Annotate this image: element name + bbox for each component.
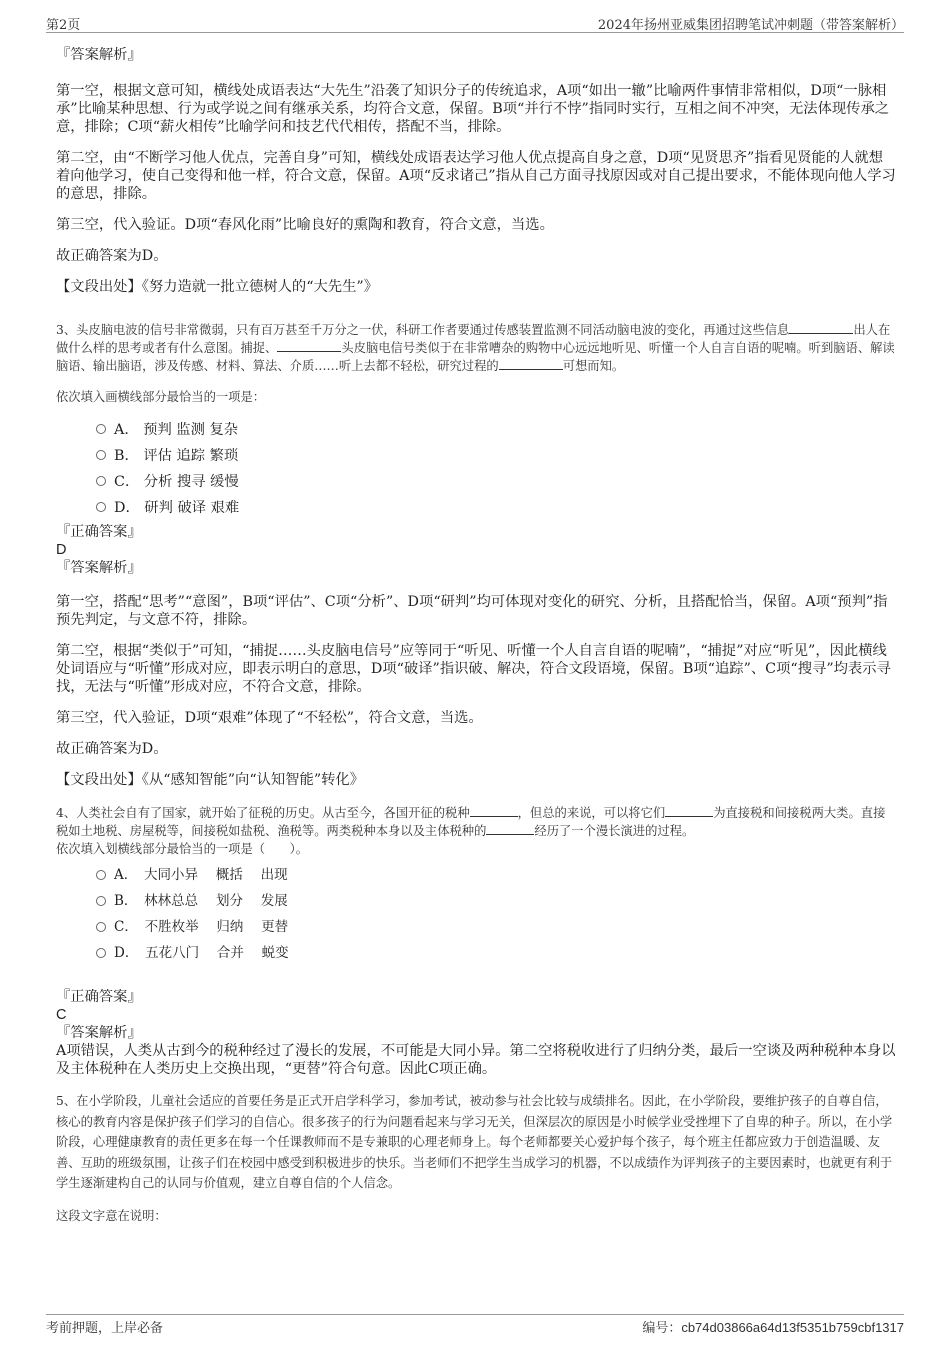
- q3-option-c[interactable]: C． 分析 搜寻 缓慢: [96, 469, 896, 495]
- page-header: [46, 12, 904, 33]
- radio-icon[interactable]: [96, 922, 106, 932]
- q3-blank-1: [789, 321, 853, 334]
- q3-analysis-p2: 第二空，根据“类似于”可知，“捕捉……头皮脑电信号”应等同于“听见、听懂一个人自言自语的呢喃”，“捕捉”对应“听见”，因此横线处词语应与“听懂”形成对应，即表示明白的意思，D项“破译”指识破、解决，符合文段语境，保留。B项“追踪”、C项“搜寻”均表示寻找，无法与“听懂”形成对应，不符合文意，排除。: [56, 643, 891, 695]
- q4-blank-1: [470, 804, 518, 817]
- q3-stem: 3、头皮脑电波的信号非常微弱，只有百万甚至千万分之一伏，科研工作者要通过传感装置监测不同活动脑电波的变化，再通过这些信息 出人在做什么样的思考或者有什么意图。捕捉、 头皮脑电信号类似于在非常嘈杂的购物中心远远地听见、听懂一个人自言自语的呢喃。听到脑语、解读脑语、输出脑语，涉及传感、材料、算法、介质……听上去都不轻松，研究过程的 可想而知。: [56, 323, 895, 373]
- q4-options: [96, 862, 896, 966]
- q3-correct-label: 『正确答案』: [56, 524, 142, 540]
- q2-analysis-p1: 第一空，根据文意可知，横线处成语表达“大先生”沿袭了知识分子的传统追求，A项“如出一辙”比喻两件事情非常相似，D项“一脉相承”比喻某种思想、行为或学说之间有继承关系，均符合文意，保留。B项“并行不悖”指同时实行，互相之间不冲突，无法体现传承之意，排除；C项“薪火相传”比喻学问和技艺代代相传，搭配不当，排除。: [56, 83, 890, 135]
- q3-prompt: 依次填入画横线部分最恰当的一项是：: [56, 390, 266, 404]
- q4-correct-label: 『正确答案』: [56, 989, 142, 1005]
- document-body: [56, 44, 896, 1225]
- q4-option-a[interactable]: A． 大同小异 概括 出现: [96, 862, 896, 888]
- q5-stem: 5、在小学阶段，儿童社会适应的首要任务是正式开启学科学习，参加考试，被动参与社会比较与成绩排名。因此，在小学阶段，要维护孩子的自尊自信，核心的教育内容是保护孩子们学习的自信心。很多孩子的行为问题看起来与学习无关，但深层次的原因是小时候学业受挫埋下了自卑的种子。所以，在小学阶段，心理健康教育的责任更多在每一个任课教师而不是专兼职的心理老师身上。每个老师都要关心爱护每个孩子，每个班主任都应致力于创造温暖、友善、互助的班级氛围，让孩子们在校园中感受到积极进步的快乐。当老师们不把学生当成学习的机器，不以成绩作为评判孩子的主要因素时，也就更有利于学生逐渐建构自己的认同与价值观，建立自尊自信的个人信念。: [56, 1094, 893, 1190]
- radio-icon[interactable]: [96, 502, 106, 512]
- q4-option-b[interactable]: B． 林林总总 划分 发展: [96, 888, 896, 914]
- q3-analysis-p3: 第三空，代入验证，D项“艰难”体现了“不轻松”，符合文意，当选。: [56, 710, 483, 726]
- q3-source: 【文段出处】《从“感知智能”向“认知智能”转化》: [56, 772, 365, 788]
- radio-icon[interactable]: [96, 896, 106, 906]
- q4-prompt: 依次填入划横线部分最恰当的一项是（ ）。: [56, 842, 309, 856]
- q2-analysis-p2: 第二空，由“不断学习他人优点，完善自身”可知，横线处成语表达学习他人优点提高自身之意，D项“见贤思齐”指看见贤能的人就想着向他学习，使自己变得和他一样，符合文意，保留。A项“反求诸己”指从自己方面寻找原因或对自己提出要求，不能体现向他人学习的意思，排除。: [56, 150, 896, 202]
- q3-option-b[interactable]: B． 评估 追踪 繁琐: [96, 443, 896, 469]
- footer-slogan: 考前押题，上岸必备: [46, 1321, 164, 1336]
- q3-conclusion: 故正确答案为D。: [56, 741, 168, 757]
- radio-icon[interactable]: [96, 424, 106, 434]
- q3-blank-3: [499, 357, 563, 370]
- q3-option-a[interactable]: A． 预判 监测 复杂: [96, 417, 896, 443]
- document-id: cb74d03866a64d13f5351b759cbf1317: [681, 1320, 904, 1335]
- q4-analysis-label: 『答案解析』: [56, 1025, 142, 1041]
- q2-analysis-p3: 第三空，代入验证。D项“春风化雨”比喻良好的熏陶和教育，符合文意，当选。: [56, 217, 554, 233]
- q3-option-d[interactable]: D． 研判 破译 艰难: [96, 495, 896, 521]
- q3-correct-answer: D: [56, 542, 67, 558]
- q4-option-c[interactable]: C． 不胜枚举 归纳 更替: [96, 914, 896, 940]
- q5-prompt: 这段文字意在说明：: [56, 1208, 167, 1223]
- radio-icon[interactable]: [96, 948, 106, 958]
- q4-option-d[interactable]: D． 五花八门 合并 蜕变: [96, 940, 896, 966]
- q3-analysis-p1: 第一空，搭配“思考”“意图”，B项“评估”、C项“分析”、D项“研判”均可体现对变化的研究、分析，且搭配恰当，保留。A项“预判”指预先判定，与文意不符，排除。: [56, 594, 888, 628]
- q4-blank-3: [486, 822, 534, 835]
- q4-blank-2: [665, 804, 713, 817]
- q4-correct-answer: C: [56, 1007, 67, 1023]
- q2-conclusion: 故正确答案为D。: [56, 248, 168, 264]
- footer-code: 编号：cb74d03866a64d13f5351b759cbf1317: [642, 1320, 904, 1336]
- q2-analysis-label: 『答案解析』: [56, 47, 142, 63]
- q2-source: 【文段出处】《努力造就一批立德树人的“大先生”》: [56, 279, 378, 295]
- radio-icon[interactable]: [96, 476, 106, 486]
- page-footer: [46, 1314, 904, 1335]
- page-number: 第2页: [46, 18, 81, 33]
- document-title: 2024年扬州亚威集团招聘笔试冲刺题（带答案解析）: [597, 18, 904, 33]
- q4-analysis-p1: A项错误，人类从古到今的税种经过了漫长的发展，不可能是大同小异。第二空将税收进行了归纳分类，最后一空谈及两种税种本身以及主体税种在人类历史上交换出现，“更替”符合句意。因此C项正确。: [56, 1043, 896, 1077]
- radio-icon[interactable]: [96, 870, 106, 880]
- q3-analysis-label: 『答案解析』: [56, 560, 142, 576]
- radio-icon[interactable]: [96, 450, 106, 460]
- q3-options: [96, 417, 896, 521]
- q4-stem: 4、人类社会自有了国家，就开始了征税的历史。从古至今，各国开征的税种 ，但总的来说，可以将它们 为直接税和间接税两大类。直接税如土地税、房屋税等，间接税如盐税、渔税等。两类税种本身以及主体税种的 经历了一个漫长演进的过程。: [56, 806, 886, 838]
- q3-blank-2: [277, 339, 341, 352]
